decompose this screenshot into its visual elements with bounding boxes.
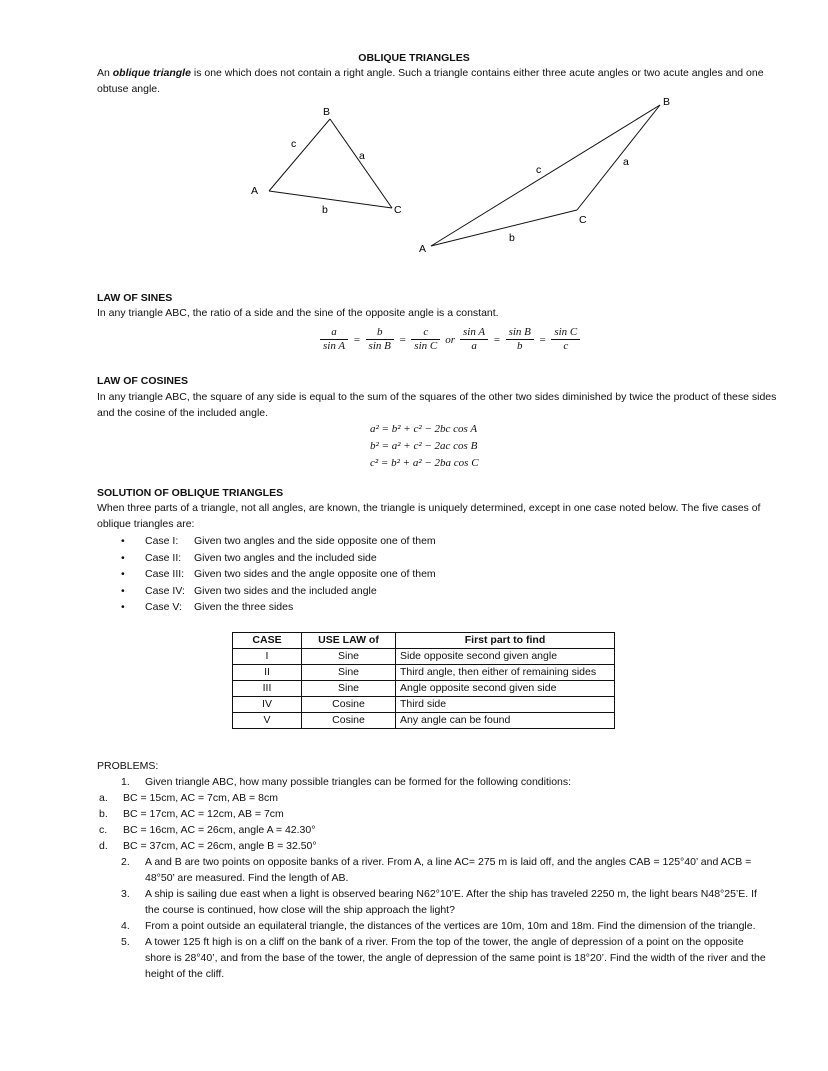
problems-heading: PROBLEMS: bbox=[97, 760, 159, 772]
list-item: • Case I: Given two angles and the side opposite one of them bbox=[121, 535, 436, 547]
list-item: • Case V: Given the three sides bbox=[121, 601, 294, 613]
cases-list bbox=[121, 533, 721, 616]
side-b-left bbox=[269, 191, 392, 208]
problem-1: 1. Given triangle ABC, how many possible triangles can be formed for the following conditions: bbox=[121, 776, 572, 788]
side-a-left bbox=[330, 119, 392, 208]
fraction-sinB-over-b: $\frac{\text{sin B}}{b}$ bbox=[506, 326, 534, 353]
vertex-B-right: B bbox=[663, 96, 671, 108]
vertex-A-right: A bbox=[419, 243, 427, 255]
list-item: • Case IV: Given two sides and the included angle bbox=[121, 584, 377, 597]
list-item: • Case II: Given two angles and the included side bbox=[121, 551, 377, 564]
solution-heading: SOLUTION OF OBLIQUE TRIANGLES bbox=[97, 487, 284, 499]
vertex-A-left: A bbox=[251, 185, 259, 197]
fraction-a-over-sinA: $\frac{a}{\text{sin A}}$ bbox=[320, 326, 348, 353]
header-first-part: First part to find bbox=[396, 633, 615, 649]
side-b-right bbox=[431, 210, 577, 246]
side-c-left bbox=[269, 119, 330, 191]
solution-text: When three parts of a triangle, not all angles, are known, the triangle is uniquely determined, except in one case noted below. The five cases of oblique triangles are: bbox=[97, 502, 761, 530]
fraction-sinA-over-a: $\frac{\text{sin A}}{a}$ bbox=[460, 326, 488, 353]
law-of-cosines-formulas bbox=[370, 421, 479, 472]
side-label-a-left: a bbox=[359, 150, 365, 162]
intro-text: is one which does not contain a right angle. Such a triangle contains either three acute angles or two acute angles and one obtuse angle. bbox=[97, 67, 764, 95]
table-row: V Cosine Any angle can be found bbox=[233, 713, 615, 729]
table-header-row bbox=[233, 633, 615, 649]
vertex-C-left: C bbox=[394, 204, 402, 216]
header-law: USE LAW of bbox=[302, 633, 396, 649]
law-of-sines-text: In any triangle ABC, the ratio of a side and the sine of the opposite angle is a constant. bbox=[97, 307, 499, 319]
acute-triangle bbox=[251, 106, 402, 216]
fraction-c-over-sinC: $\frac{c}{\text{sin C}}$ bbox=[411, 326, 440, 353]
side-label-a-right: a bbox=[623, 156, 629, 168]
header-case: CASE bbox=[233, 633, 302, 649]
law-of-cosines-text: In any triangle ABC, the square of any side is equal to the sum of the squares of the other two sides diminished by twice the product of these sides and the cosine of the included angle. bbox=[97, 391, 777, 419]
intro-prefix: An bbox=[97, 67, 113, 79]
law-of-sines-heading: LAW OF SINES bbox=[97, 292, 173, 304]
or-word: or bbox=[445, 333, 456, 346]
cosine-eq-b: b² = a² + c² − 2ac cos B bbox=[370, 440, 478, 452]
list-item: d. BC = 37cm, AC = 26cm, angle B = 32.50° bbox=[99, 840, 317, 852]
cosine-eq-a: a² = b² + c² − 2bc cos A bbox=[370, 423, 478, 435]
side-label-c-left: c bbox=[291, 138, 297, 150]
vertex-C-right: C bbox=[579, 214, 587, 226]
side-a-right bbox=[577, 105, 660, 210]
triangle-figures bbox=[0, 95, 828, 265]
intro-paragraph bbox=[97, 65, 787, 97]
intro-term: oblique triangle bbox=[112, 67, 191, 79]
obtuse-triangle bbox=[419, 96, 670, 255]
fraction-sinC-over-c: $\frac{\text{sin C}}{c}$ bbox=[551, 326, 580, 353]
side-label-b-right: b bbox=[509, 232, 515, 244]
case-table bbox=[232, 632, 615, 729]
table-row: I Sine Side opposite second given angle bbox=[233, 649, 615, 665]
problem-3: 3. A ship is sailing due east when a light is observed bearing N62°10’E. After the ship has traveled 2250 m, the light bears N48°25’E. If the course is continued, how close will the ship approach the light? bbox=[121, 888, 757, 916]
list-item: • Case III: Given two sides and the angle opposite one of them bbox=[121, 568, 436, 580]
law-of-sines-formula: $\frac{a}{\text{sin A}}$ = $\frac{b}{\text{sin B}}$ = $\frac{c}{\text{sin C}}$ or $\frac{\text{sin A}}{a}$ = $\frac{\text{sin B}}{b}$ = $\frac{\text{sin C}}{c}$ bbox=[318, 326, 582, 353]
list-item: c. BC = 16cm, AC = 26cm, angle A = 42.30° bbox=[99, 824, 316, 836]
list-item: a. BC = 15cm, AC = 7cm, AB = 8cm bbox=[99, 792, 278, 804]
problem-5: 5. A tower 125 ft high is on a cliff on the bank of a river. From the top of the tower, the angle of depression of a point on the opposite shore is 28°40’, and from the base of the tower, the angle of depression of the same point is 18°20’. Find the width of the river and the height of the cliff. bbox=[121, 936, 766, 980]
problem-1-subitems bbox=[49, 790, 767, 854]
table-row: III Sine Angle opposite second given side bbox=[233, 681, 615, 697]
law-of-cosines-heading: LAW OF COSINES bbox=[97, 375, 189, 387]
fraction-b-over-sinB: $\frac{b}{\text{sin B}}$ bbox=[366, 326, 394, 353]
vertex-B-left: B bbox=[323, 106, 331, 118]
page-title: OBLIQUE TRIANGLES bbox=[358, 52, 470, 64]
table-row: IV Cosine Third side bbox=[233, 697, 615, 713]
table-row: II Sine Third angle, then either of remaining sides bbox=[233, 665, 615, 681]
case-table-wrapper bbox=[232, 632, 615, 729]
problem-4: 4. From a point outside an equilateral triangle, the distances of the vertices are 10m, 10m and 18m. Find the dimension of the triangle. bbox=[121, 920, 756, 932]
problems-list bbox=[97, 774, 767, 982]
side-label-c-right: c bbox=[536, 164, 542, 176]
side-c-right bbox=[431, 105, 660, 246]
list-item: b. BC = 17cm, AC = 12cm, AB = 7cm bbox=[99, 808, 284, 820]
cosine-eq-c: c² = b² + a² − 2ba cos C bbox=[370, 457, 479, 469]
problem-2: 2. A and B are two points on opposite banks of a river. From A, a line AC= 275 m is laid off, and the angles CAB = 125°40’ and ACB = 48°50’ are measured. Find the length of AB. bbox=[121, 856, 752, 884]
side-label-b-left: b bbox=[322, 204, 328, 216]
